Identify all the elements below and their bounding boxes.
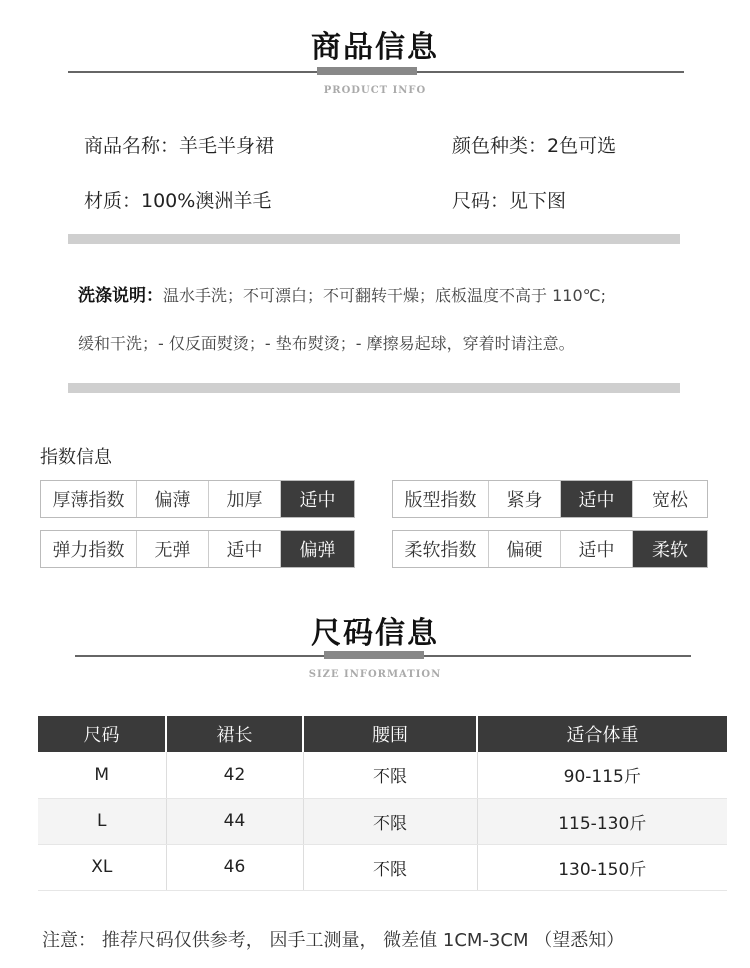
index-option-selected: 柔软 [633,531,707,567]
product-size: 尺码：见下图 [452,190,567,212]
cell-size: XL [38,844,166,890]
size-note: 注意： 推荐尺码仅供参考， 因手工测量， 微差值 1CM-3CM （望悉知） [42,930,625,951]
header-waist: 腰围 [303,716,477,752]
wash-text-1: 温水手洗；不可漂白；不可翻转干燥；底板温度不高于 110℃; [163,286,606,305]
index-option: 宽松 [652,490,688,511]
thickness-index-table [40,480,355,518]
table-row [38,752,727,798]
header-length: 裙长 [166,716,303,752]
index-label: 柔软指数 [393,531,489,567]
index-option: 适中 [209,531,281,567]
index-option-selected: 适中 [561,481,633,517]
index-label: 版型指数 [393,481,489,517]
divider-bar [68,234,680,244]
cell-length: 44 [166,798,303,844]
product-name: 商品名称：羊毛半身裙 [84,135,275,157]
table-row [38,798,727,844]
index-info-title: 指数信息 [40,447,112,468]
cell-waist: 不限 [303,752,477,798]
cell-size: M [38,752,166,798]
wash-instructions-line1 [78,281,606,306]
index-option: 无弹 [137,531,209,567]
product-info-title: 商品信息 [311,30,439,65]
title-rule-accent [317,67,417,75]
divider-bar [68,383,680,393]
size-info-title: 尺码信息 [311,616,439,651]
product-info-subtitle: PRODUCT INFO [323,85,427,96]
index-label: 弹力指数 [41,531,137,567]
index-label: 厚薄指数 [41,481,137,517]
index-option: 加厚 [209,481,281,517]
softness-index-table [392,530,708,568]
cell-waist: 不限 [303,844,477,890]
header-size: 尺码 [38,716,166,752]
cell-weight: 90-115斤 [477,752,727,798]
size-info-subtitle: SIZE INFORMATION [308,669,442,680]
product-colors: 颜色种类：2色可选 [452,135,617,157]
cell-waist: 不限 [303,798,477,844]
title-rule-accent [324,651,424,659]
product-material: 材质：100%澳洲羊毛 [84,190,272,212]
elasticity-index-table [40,530,355,568]
table-row [38,844,727,890]
size-table-header [38,716,727,752]
cell-weight: 115-130斤 [477,798,727,844]
wash-instructions-line2: 缓和干洗；- 仅反面熨烫；- 垫布熨烫；- 摩擦易起球，穿着时请注意。 [78,334,575,353]
index-option: 紧身 [489,481,561,517]
fit-index-table [392,480,708,518]
index-option: 偏薄 [137,481,209,517]
cell-length: 42 [166,752,303,798]
cell-weight: 130-150斤 [477,844,727,890]
size-table [38,716,727,891]
index-option: 偏硬 [489,531,561,567]
cell-size: L [38,798,166,844]
index-option: 适中 [561,531,633,567]
wash-label: 洗涤说明： [78,286,163,306]
cell-length: 46 [166,844,303,890]
header-weight: 适合体重 [477,716,727,752]
index-option-selected: 偏弹 [281,531,354,567]
index-option-selected: 适中 [281,481,354,517]
